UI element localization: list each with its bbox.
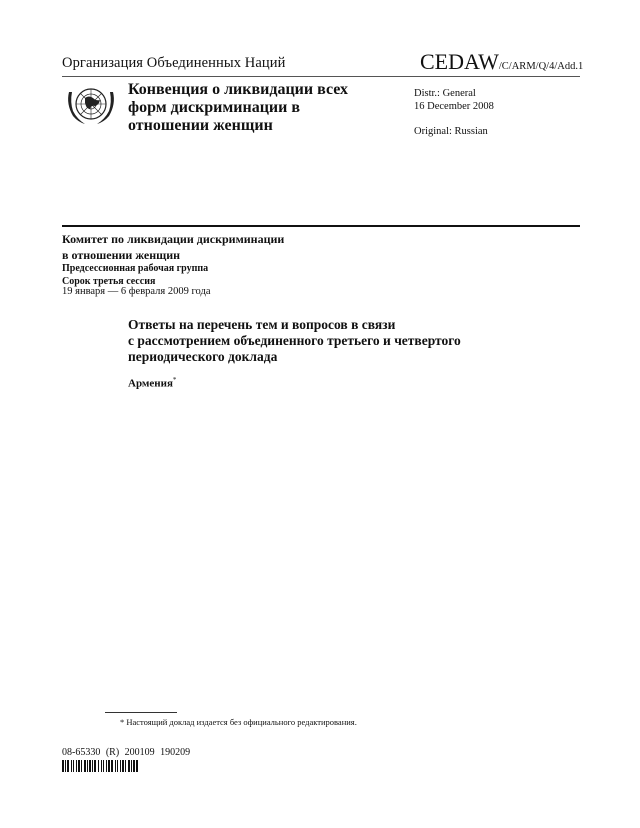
document-title-line: Ответы на перечень тем и вопросов в связи xyxy=(128,317,396,332)
document-symbol-sub: /C/ARM/Q/4/Add.1 xyxy=(498,61,584,72)
convention-title xyxy=(128,81,388,135)
document-symbol xyxy=(420,49,583,75)
barcode-icon xyxy=(62,760,176,772)
distribution-info xyxy=(414,87,494,113)
country-name xyxy=(128,376,176,390)
convention-title-line: отношении женщин xyxy=(128,117,273,134)
distribution-label: Distr.: General xyxy=(414,88,476,99)
session-info xyxy=(62,262,208,288)
barcode-bar xyxy=(138,760,139,772)
section-divider xyxy=(62,225,580,227)
session-number: Сорок третья сессия xyxy=(62,276,156,287)
un-emblem-icon xyxy=(63,82,119,128)
committee-name xyxy=(62,231,284,263)
document-title-line: с рассмотрением объединенного третьего и четвертого xyxy=(128,333,461,348)
footnote-text: * Настоящий доклад издается без официального редактирования. xyxy=(120,717,357,727)
committee-name-line: Комитет по ликвидации дискриминации xyxy=(62,232,285,246)
document-title xyxy=(128,317,548,365)
working-group: Предсессионная рабочая группа xyxy=(62,263,209,274)
convention-title-line: форм дискриминации в xyxy=(128,99,301,116)
committee-name-line: в отношении женщин xyxy=(62,248,181,262)
organization-name: Организация Объединенных Наций xyxy=(62,55,286,71)
footnote-divider xyxy=(105,712,177,713)
document-title-line: периодического доклада xyxy=(128,349,278,364)
original-language: Original: Russian xyxy=(414,126,488,137)
header-divider xyxy=(62,76,580,77)
document-symbol-main: CEDAW xyxy=(420,49,499,74)
session-dates: 19 января — 6 февраля 2009 года xyxy=(62,286,211,297)
issue-date: 16 December 2008 xyxy=(414,101,494,112)
footnote-marker: * xyxy=(172,376,177,384)
convention-title-line: Конвенция о ликвидации всех xyxy=(128,81,349,98)
document-number: 08-65330 (R) 200109 190209 xyxy=(62,747,191,758)
country-label: Армения xyxy=(128,377,173,390)
